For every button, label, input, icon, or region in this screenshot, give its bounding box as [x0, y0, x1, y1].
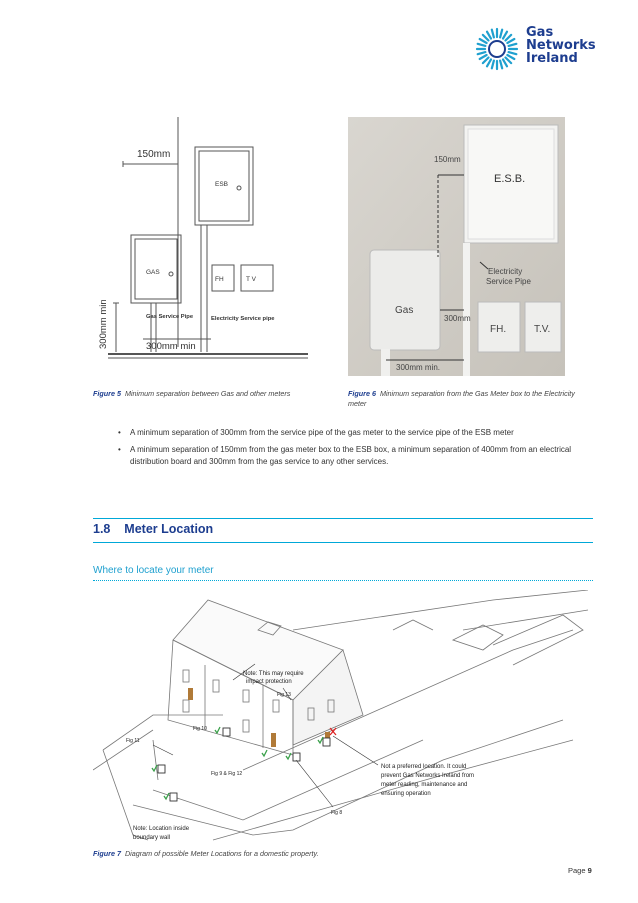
figure6-caption-text: Minimum separation from the Gas Meter box to the Electricity meter	[348, 389, 575, 408]
fig6-dim-mid: 300mm	[444, 314, 471, 323]
logo-ray	[509, 44, 517, 46]
fig5-dim-vertical: 300mm min	[98, 299, 109, 349]
fig5-gas-label: GAS	[146, 269, 160, 276]
logo-ray	[500, 61, 502, 69]
fig5-esb-label: ESB	[215, 181, 229, 188]
fig7-not-preferred-1: Not a preferred location. It could	[381, 764, 467, 770]
logo-ray	[509, 52, 517, 54]
figure5-caption-text: Minimum separation between Gas and other meters	[124, 389, 291, 398]
figure7-caption	[93, 849, 493, 859]
fig6-fh-label: FH.	[490, 324, 507, 335]
gni-logo-mark	[474, 26, 520, 72]
section-heading	[93, 522, 213, 536]
fig6-elec-label-2: Service Pipe	[486, 277, 531, 286]
logo-ray	[507, 55, 514, 59]
fig6-gas-label: Gas	[395, 305, 414, 316]
fig5-elec-pipe-label: Electricity Service pipe	[211, 316, 275, 322]
bullet-item: • A minimum separation of 300mm from the service pipe of the gas meter to the service pipe of the ESB meter	[118, 427, 588, 439]
fig7-fig13-label: Fig 13	[277, 692, 291, 698]
figure7-caption-label: Figure 7	[93, 849, 121, 858]
logo-ray	[487, 59, 491, 66]
fig5-dim-bottom: 300mm min	[146, 341, 196, 352]
subtitle-dotted-rule	[93, 580, 593, 581]
fig5-gas-pipe-label: Gas Service Pipe	[146, 314, 194, 320]
fig7-not-preferred-3: meter reading, maintenance and	[381, 782, 468, 788]
logo-ray	[505, 35, 511, 41]
logo-ray	[483, 57, 489, 63]
logo-ray	[503, 59, 507, 66]
logo-ray	[483, 35, 489, 41]
logo-ray	[505, 57, 511, 63]
logo-ray	[487, 32, 491, 39]
section-subtitle: Where to locate your meter	[93, 565, 214, 576]
fig7-note-impact-2: impact protection	[246, 679, 292, 685]
fig7-note-impact-1: Note: This may require	[243, 671, 304, 677]
fig7-fig8-label: Fig 8	[331, 810, 343, 816]
logo-ray	[492, 61, 494, 69]
brand-logo	[474, 26, 614, 70]
figure5-diagram	[93, 117, 323, 377]
fig5-dim-top: 150mm	[137, 149, 171, 160]
fig7-fig9-12-label: Fig 9 & Fig 12	[211, 771, 243, 777]
figure6-photo	[348, 117, 565, 376]
figure7-diagram	[93, 590, 593, 850]
logo-ray	[478, 44, 486, 46]
fig5-fh-label: FH	[215, 276, 224, 283]
logo-ray	[492, 30, 494, 38]
figure6-caption	[348, 389, 583, 409]
fig6-dim-top: 150mm	[434, 155, 461, 164]
logo-ray	[500, 30, 502, 38]
logo-ray	[480, 55, 487, 59]
section-number: 1.8	[93, 522, 111, 536]
section-rule-bottom	[93, 542, 593, 543]
fig7-not-preferred-4: ensuring operation	[381, 791, 431, 797]
separation-bullets	[118, 427, 588, 473]
page-number: Page 9	[568, 866, 592, 875]
brand-name: Gas Networks Ireland	[526, 25, 596, 66]
section-rule	[93, 518, 593, 519]
bullet-item: • A minimum separation of 150mm from the gas meter box to the ESB box, a minimum separation of 400mm from an electrical distribution board and 300mm from the gas service to any other services.	[118, 444, 588, 468]
fig6-tv-label: T.V.	[534, 324, 551, 335]
figure7-caption-text: Diagram of possible Meter Locations for a domestic property.	[124, 849, 319, 858]
fig6-dim-bottom: 300mm min.	[396, 363, 441, 372]
logo-ray	[503, 32, 507, 39]
section-title: Meter Location	[124, 522, 214, 536]
fig7-note-location-1: Note: Location inside	[133, 826, 190, 832]
fig6-elec-label-1: Electricity	[488, 267, 523, 276]
logo-ray	[480, 39, 487, 43]
fig7-not-preferred-2: prevent Gas Networks Ireland from	[381, 773, 475, 779]
fig7-note-location-2: boundary wall	[133, 835, 171, 841]
figure5-caption-label: Figure 5	[93, 389, 121, 398]
fig5-tv-label: T V	[246, 276, 256, 283]
figure6-caption-label: Figure 6	[348, 389, 376, 398]
logo-ray	[478, 52, 486, 54]
logo-ray	[507, 39, 514, 43]
figure5-caption	[93, 389, 333, 399]
fig6-esb-label: E.S.B.	[494, 173, 526, 185]
fig7-fig11-label: Fig 11	[126, 738, 140, 744]
fig7-fig10-label: Fig 10	[193, 726, 207, 732]
